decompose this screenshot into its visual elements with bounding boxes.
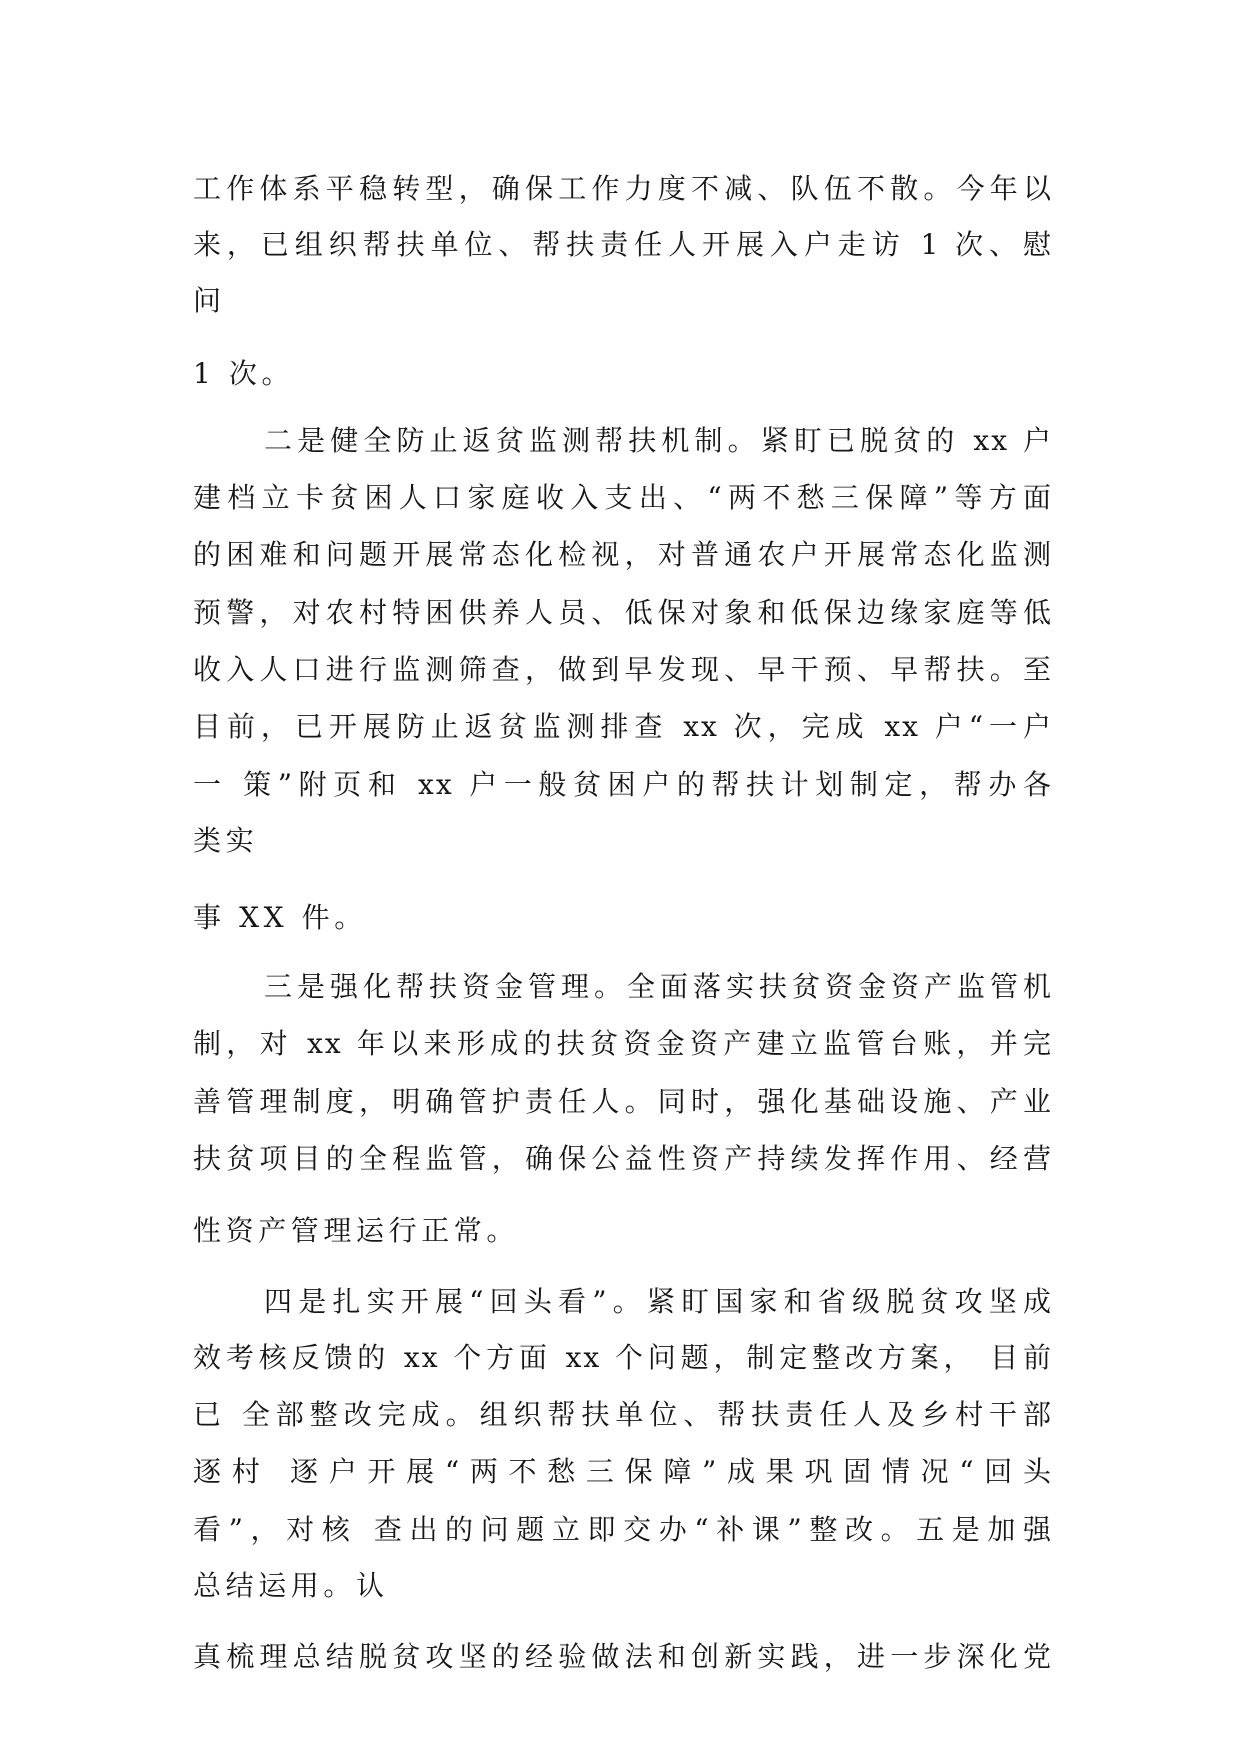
text-line: 效考核反馈的 xx 个方面 xx 个问题，制定整改方案， 目前 xyxy=(193,1341,1053,1374)
text-line: 逐村 逐户开展“两不愁三保障”成果巩固情况“回头 xyxy=(193,1455,1053,1488)
text-line: 收入人口进行监测筛查，做到早发现、早干预、早帮扶。至 xyxy=(193,653,1053,686)
text-line: 类实 xyxy=(193,824,259,857)
text-line: 性资产管理运行正常。 xyxy=(193,1214,520,1247)
text-line: 制，对 xx 年以来形成的扶贫资金资产建立监管台账，并完 xyxy=(193,1027,1053,1060)
text-line: 看”，对核 查出的问题立即交办“补课”整改。五是加强 xyxy=(193,1513,1053,1546)
text-line: 扶贫项目的全程监管，确保公益性资产持续发挥作用、经营 xyxy=(193,1142,1053,1175)
text-line: 真梳理总结脱贫攻坚的经验做法和创新实践，进一步深化党 xyxy=(193,1640,1053,1673)
text-line: 已 全部整改完成。组织帮扶单位、帮扶责任人及乡村干部 xyxy=(193,1398,1053,1431)
text-line: 工作体系平稳转型，确保工作力度不减、队伍不散。今年以 xyxy=(193,172,1053,205)
text-line: 一 策”附页和 xx 户一般贫困户的帮扶计划制定，帮办各 xyxy=(193,768,1053,801)
text-line: 1 次。 xyxy=(193,357,295,390)
text-line: 善管理制度，明确管护责任人。同时，强化基础设施、产业 xyxy=(193,1085,1053,1118)
text-line: 事 XX 件。 xyxy=(193,901,367,934)
text-line: 目前，已开展防止返贫监测排查 xx 次，完成 xx 户“一户 xyxy=(193,710,1053,743)
text-line: 问 xyxy=(193,284,226,317)
text-line: 建档立卡贫困人口家庭收入支出、“两不愁三保障”等方面 xyxy=(193,481,1053,514)
text-line: 总结运用。认 xyxy=(193,1569,389,1602)
paragraph-first-line: 三是强化帮扶资金管理。全面落实扶贫资金资产监管机 xyxy=(264,970,1053,1003)
text-line: 来，已组织帮扶单位、帮扶责任人开展入户走访 1 次、慰 xyxy=(193,228,1053,261)
paragraph-first-line: 二是健全防止返贫监测帮扶机制。紧盯已脱贫的 xx 户 xyxy=(264,424,1053,457)
paragraph-first-line: 四是扎实开展“回头看”。紧盯国家和省级脱贫攻坚成 xyxy=(264,1285,1053,1318)
text-line: 预警，对农村特困供养人员、低保对象和低保边缘家庭等低 xyxy=(193,596,1053,629)
text-line: 的困难和问题开展常态化检视，对普通农户开展常态化监测 xyxy=(193,538,1053,571)
